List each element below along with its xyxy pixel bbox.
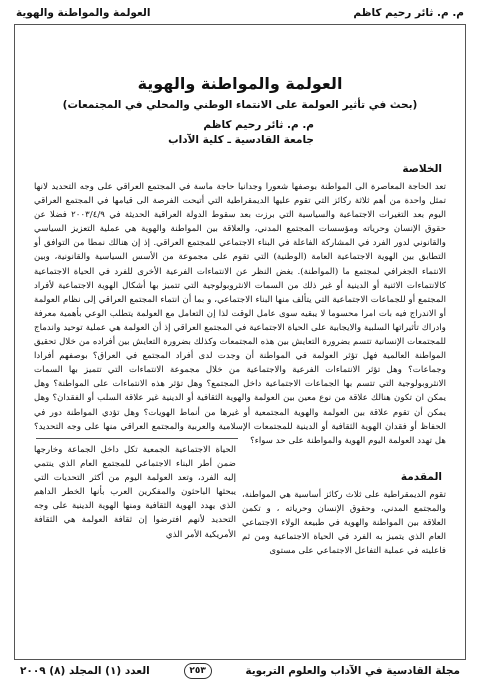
footer-issue: العدد (١) المجلد (٨) ٢٠٠٩	[20, 665, 150, 677]
abstract-text: تعد الحاجة المعاصرة الى المواطنة بوصفها شعورا وجدانيا حاجة ماسة في المجتمع العراقي على وجه التحديد لانها تمثل واحدة من أهم ثلاثة ركائز التي تقوم عليها الديمقراطية التي أتيحت الفرصة الى قيامها في المجتمع العراقي اليوم بعد التغيرات الاجتماعية والسياسية التي برزت بعد سقوط الدولة العراقية الحديثة في ٢٠٠٣/٤/٩ فضلا عن حقوق الإنسان وحرياته ومؤسسات المجتمع المدني، والعلاقة بين المواطنة والهوية هي عملية التعزيز السياسي والقانوني لدور الفرد في المشاركة الفاعلة في البناء الاجتماعي للمجتمع العراقي. إذ إن هنالك نمطا من التوافق أو التطابق بين الهوية الاجتماعية العامة (الوطنية) التي تقوم على مجموعة من الأسس السياسية والقانونية، وبين الانتماء الجغرافي لمجتمع ما (المواطنة). بغض النظر عن الانتماءات الفرعية الأخرى للفرد في الحياة الاجتماعية كالانتماءات الاثنية أو الدينية أو غير ذلك من السمات الانثروبولوجية التي تتميز بها أشكال الهوية الاجتماعية لأفراد المجتمع أو للجماعات الاجتماعية التي يتألف منها البناء الاجتماعي، و بما أن انتماء المجتمع العراقي إلى نظام العولمة أو الاندراج فيه بات امرا محسوما لا يبقيه سوى عامل الوقت لذا إن التعامل مع العولمة يتطلب الوعي بأهمية معرفة وادراك تأثيراتها السلبية والايجابية على الحياة الاجتماعية في المجتمع العراقي إذ أن العولمة هي عملية توحيد واندماج للمجتمعات الإنسانية تتسم بضرورة التعايش بين هذه المجتمعات وكذلك بضرورة التعايش بين أفراده من خلال تحقيق المواطنة العالمية فهل تؤثر العولمة في المواطنة أن وجدت لدى أفراد المجتمع في العراق؟ بوصفهم أفرادا وجماعات؟ وهل تؤثر الانتماءات الفرعية والاجتماعية من خلال مجموعة الانتماءات التي تتميز بها السمات الانثروبولوجية التي تتسم بها الجماعات الاجتماعية داخل المجتمع؟ وهل تؤثر هذه الانتماءات على المواطنة؟ وهل يمكن ان تكون هنالك علاقة من نوع معين بين العولمة والهوية الثقافية أو الدينية غير علاقة السلب أو الفقدان؟ وهل يمكن أن تقوم علاقة بين العولمة والهوية المجتمعية أو غيرها من أنماط الهويات؟ وهل تؤدي المواطنة دور في الحفاظ أو فقدان الهوية الثقافية أو الدينية للمجتمعات الإسلامية والعربية والمجتمع العراقي منها على وجه التحديد؟ هل تهدد العولمة اليوم الهوية والمواطنة على حد سواء؟	[34, 182, 446, 446]
paper-subtitle: (بحث في تأثير العولمة على الانتماء الوطني والمحلي في المجتمعات)	[62, 99, 418, 111]
abstract-heading: الخلاصة	[402, 163, 442, 175]
running-header	[14, 3, 466, 23]
page-number: ٢٥٣	[184, 663, 212, 679]
header-author: م. م. ثائر رحيم كاظم	[353, 7, 464, 19]
header-title: العولمة والمواطنة والهوية	[16, 7, 151, 19]
author-name: م. م. ثائر رحيم كاظم	[203, 119, 314, 131]
paper-title: العولمة والمواطنة والهوية	[137, 74, 343, 93]
footer-journal: مجلة القادسية في الآداب والعلوم التربوية	[245, 665, 460, 677]
left-column-text: الحياة الاجتماعية الجمعية تكل داخل الجماعة وخارجها ضمن أطر البناء الاجتماعي للمجتمع العام الذي ينتمي إليه الفرد، وتعد العولمة اليوم من أكثر التحديات التي يبحثها الباحثون والمفكرين العرب بأنها الخطر الداهم الذي يهدد الهوية الثقافية ومنها الهوية الدينية على وجه التحديد لأنهم افترضوا إن ثقافة العولمة هي الثقافة الأمريكية الأمر الذي	[34, 445, 236, 540]
column-divider	[36, 438, 238, 439]
author-affiliation: جامعة القادسية ـ كلية الآداب	[168, 134, 314, 146]
page-footer	[20, 662, 460, 680]
right-column-text: تقوم الديمقراطية على ثلاث ركائز أساسية هي المواطنة، والمجتمع المدني، وحقوق الإنسان وحرياته ، و تكمن العلاقة بين المواطنة والهوية في طبيعة الولاء الاجتماعي العام الذي يتميز به الفرد في الحياة الاجتماعية ومن ثم فاعليته في عملية التفاعل الاجتماعي على مستوى	[242, 490, 446, 557]
author-block	[168, 118, 314, 148]
introduction-heading: المقدمة	[400, 471, 442, 483]
